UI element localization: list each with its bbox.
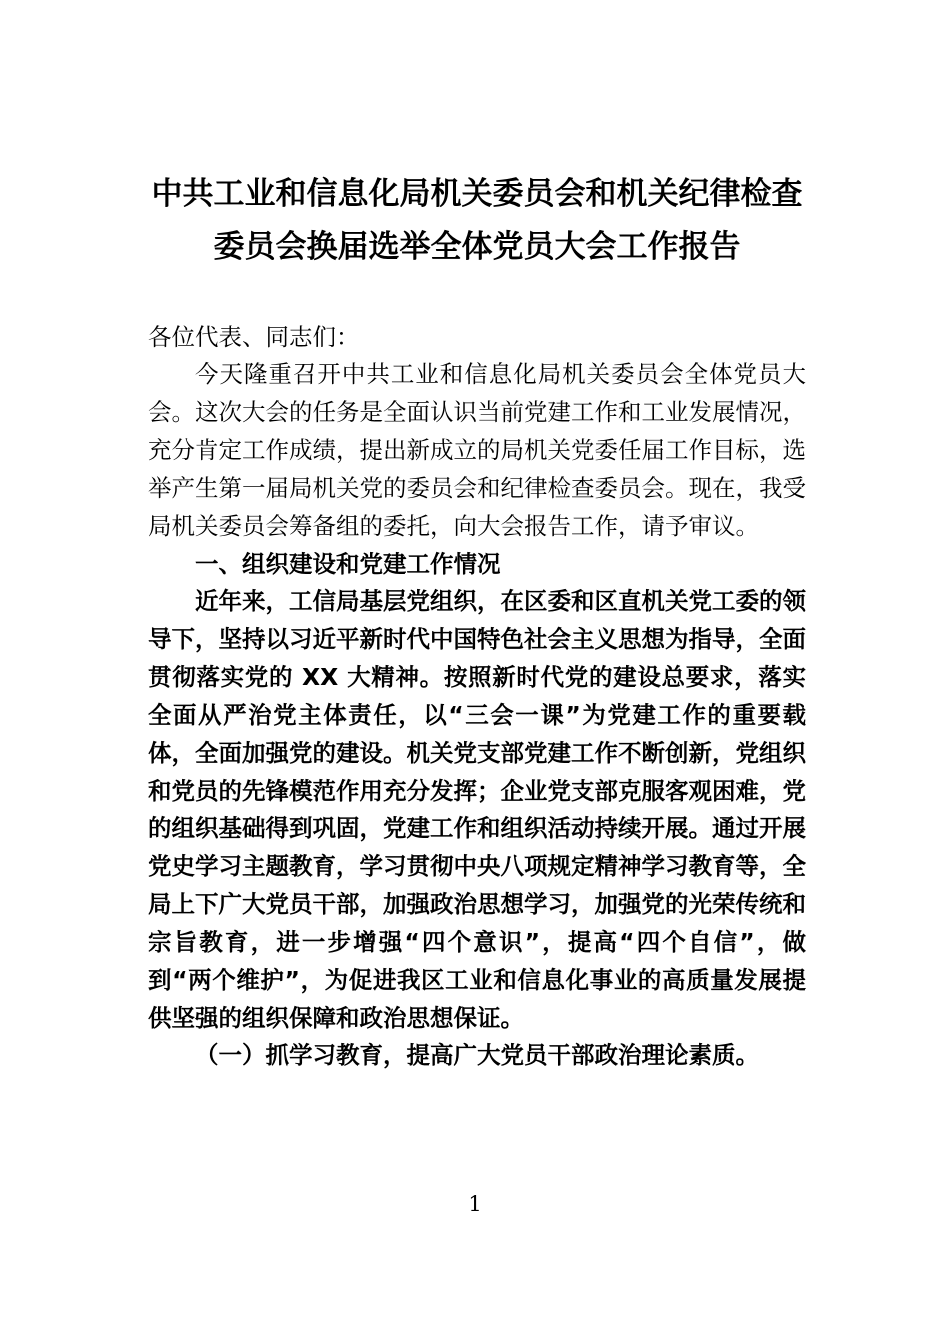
section-heading-one: 一、组织建设和党建工作情况: [195, 549, 501, 578]
document-body: [148, 319, 806, 1076]
page-title: 中共工业和信息化局机关委员会和机关纪律检查委员会换届选举全体党员大会工作报告: [151, 176, 803, 266]
page-number: 1: [468, 1192, 482, 1216]
subsection-heading-one: （一）抓学习教育，提高广大党员干部政治理论素质。: [195, 1041, 759, 1070]
paragraph-section-one-body: 近年来，工信局基层党组织，在区委和区直机关党工委的领导下，坚持以习近平新时代中国特色社会主义思想为指导，全面贯彻落实党的 XX 大精神。按照新时代党的建设总要求，落实全面从严治党主体责任，以“三会一课”为党建工作的重要载体，全面加强党的建设。机关党支部党建工作不断创新，党组织和党员的先锋模范作用充分发挥；企业党支部克服客观困难，党的组织基础得到巩固，党建工作和组织活动持续开展。通过开展党史学习主题教育，学习贯彻中央八项规定精神学习教育等，全局上下广大党员干部，加强政治思想学习，加强党的光荣传统和宗旨教育，进一步增强“四个意识”，提高“四个自信”，做到“两个维护”，为促进我区工业和信息化事业的高质量发展提供坚强的组织保障和政治思想保证。: [148, 587, 806, 1032]
paragraph-opening: 今天隆重召开中共工业和信息化局机关委员会全体党员大会。这次大会的任务是全面认识当前党建工作和工业发展情况，充分肯定工作成绩，提出新成立的局机关党委任届工作目标，选举产生第一届局机关党的委员会和纪律检查委员会。现在，我受局机关委员会筹备组的委托，向大会报告工作，请予审议。: [148, 360, 806, 540]
paragraph-salutation: 各位代表、同志们：: [148, 322, 360, 351]
document-content: [148, 168, 806, 1075]
